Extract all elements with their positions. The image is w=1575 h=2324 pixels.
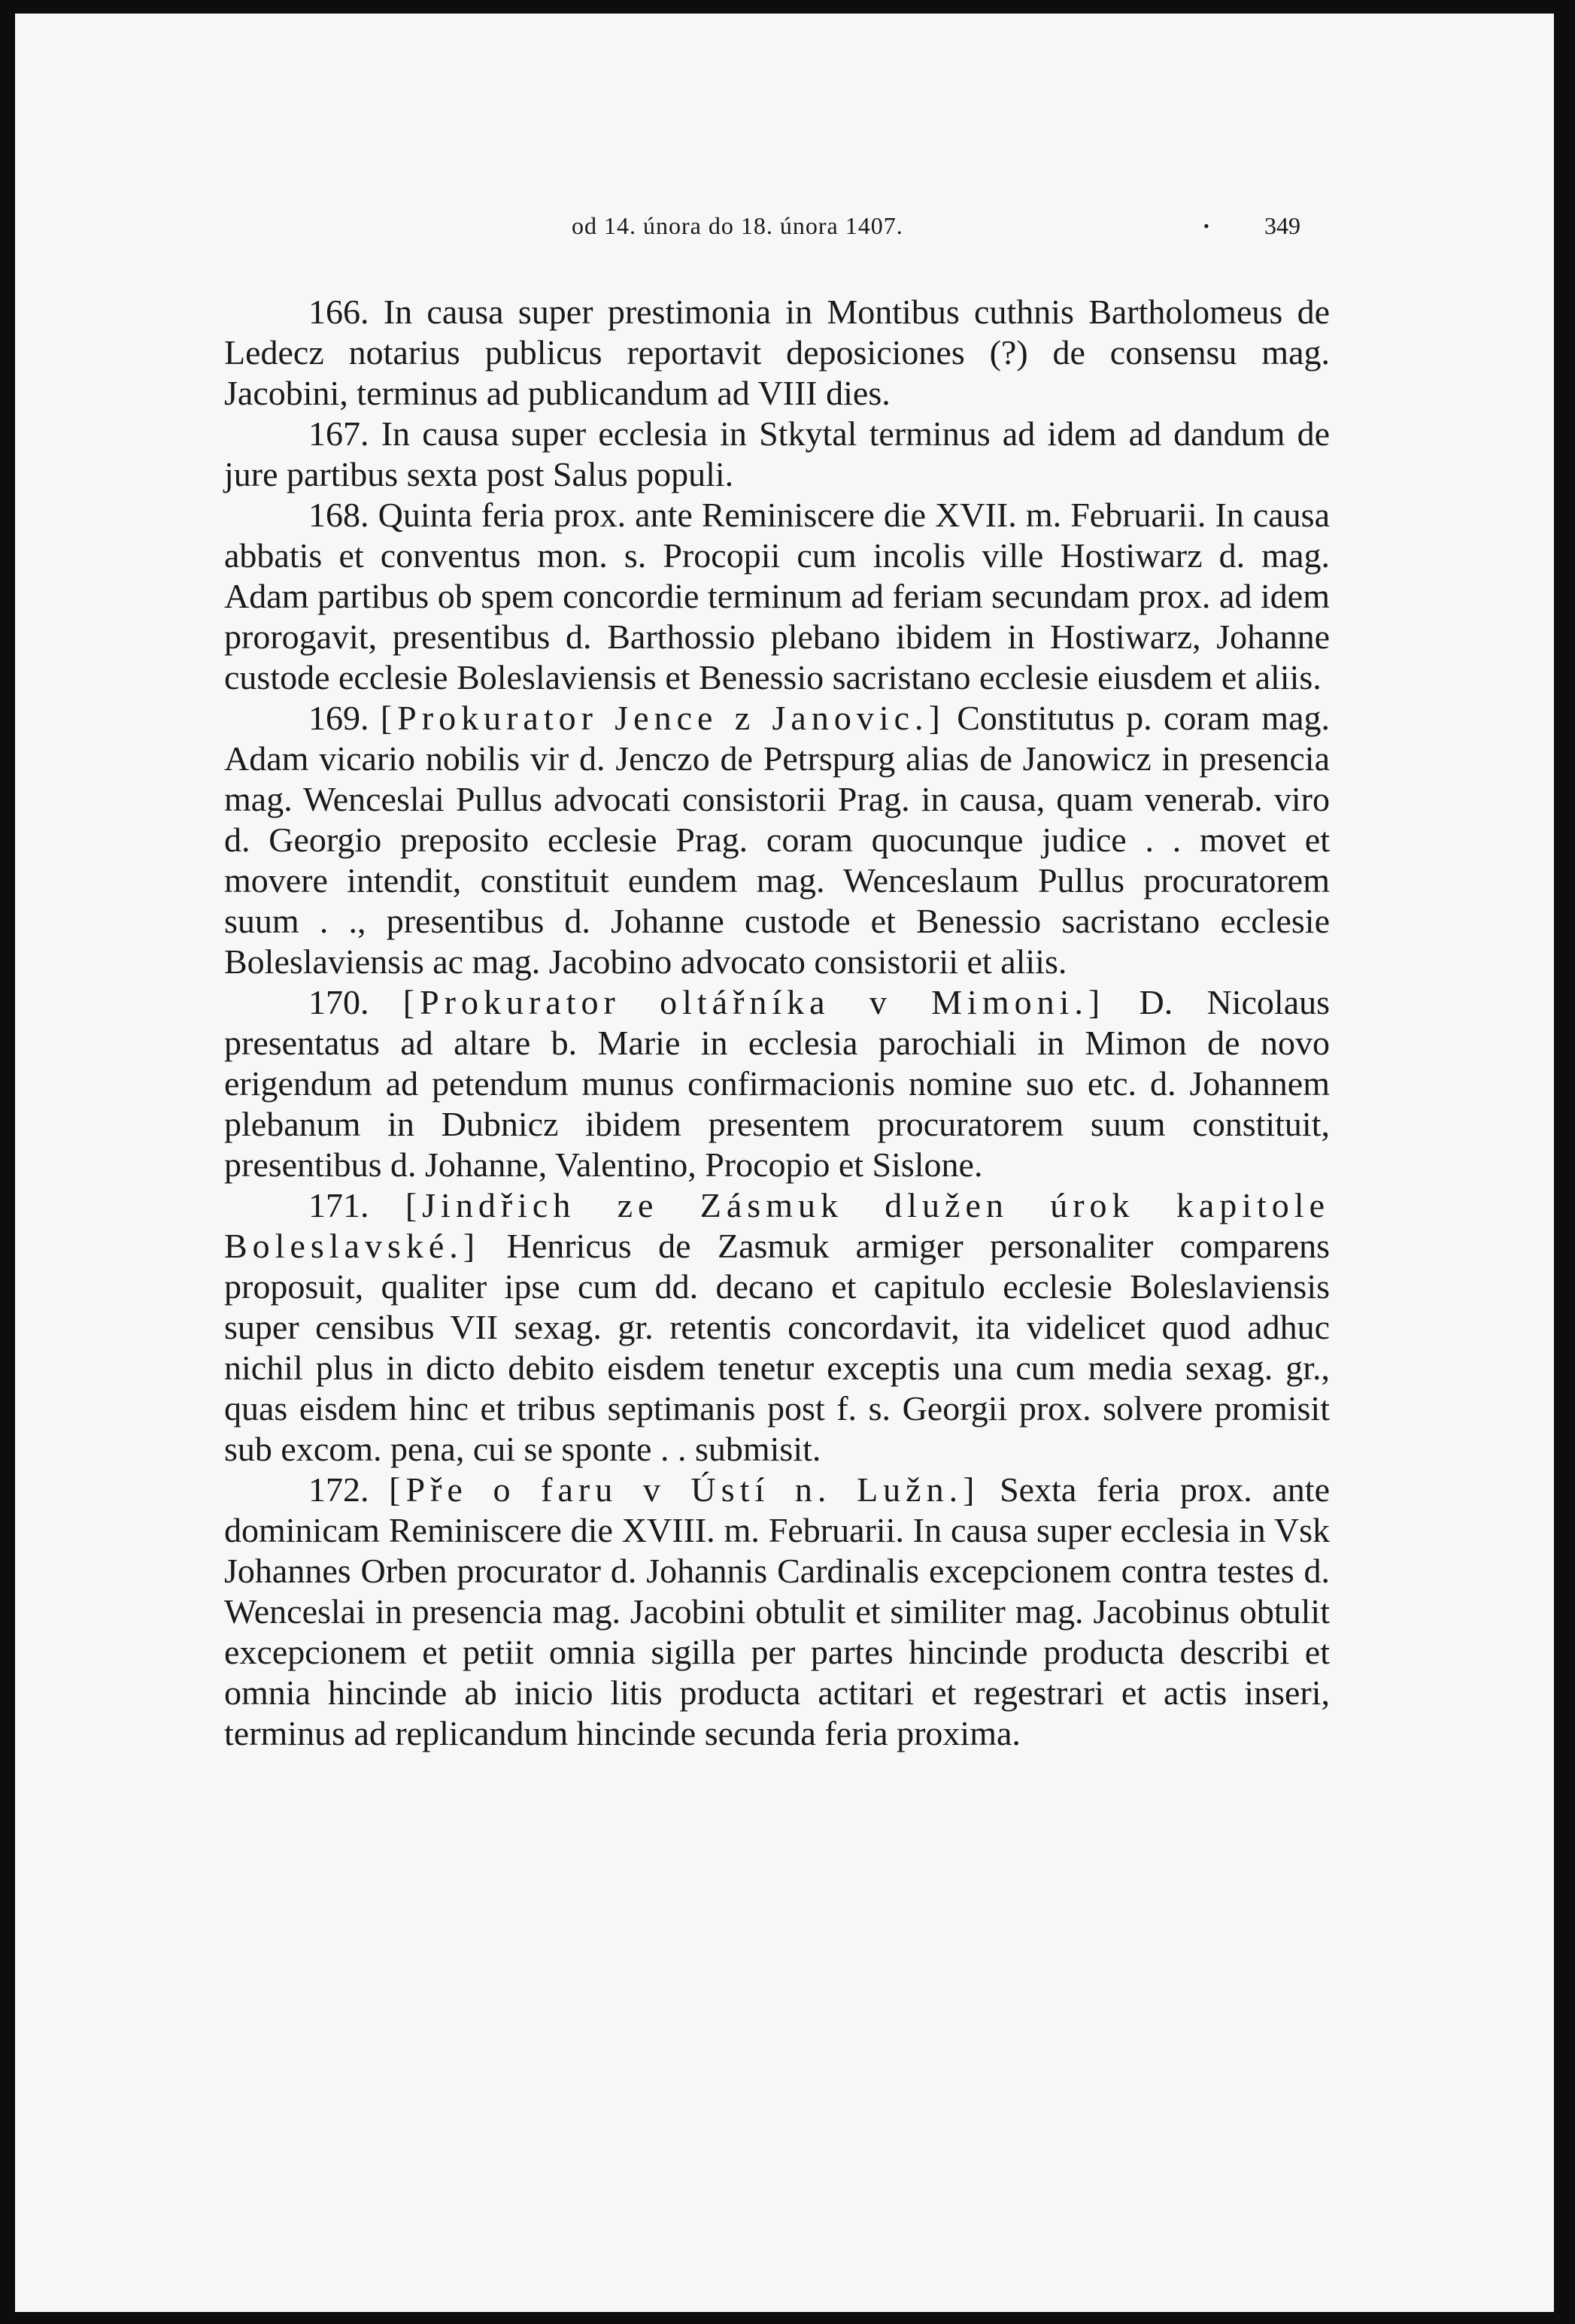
entry-text: D. Nicolaus presentatus ad altare b. Marie in ecclesia parochiali in Mimon de novo erigendum ad petendum munus confirmacionis nomine suo etc. d. Johannem plebanum in Dubnicz ibidem presentem procuratorem suum constituit, presentibus d. Johanne, Valentino, Procopio et Sislone. — [224, 983, 1331, 1184]
entry-number: 167. — [308, 414, 369, 453]
entry-text: In causa super ecclesia in Stkytal terminus ad idem ad dandum de jure partibus sexta post Salus populi. — [224, 414, 1331, 493]
entry-number: 172. — [308, 1470, 369, 1509]
entry-number: 168. — [308, 496, 369, 534]
entry-text: Henricus de Zasmuk armiger personaliter comparens proposuit, qualiter ipse cum dd. decano et capitulo ecclesie Boleslaviensis super censibus VII sexag. gr. retentis concordavit, ita videlicet quod adhuc nichil plus in dicto debito eisdem tenetur exceptis una cum media sexag. gr., quas eisdem hinc et tribus septimanis post f. s. Georgii prox. solvere promisit sub excom. pena, cui se sponte . . submisit. — [224, 1227, 1330, 1468]
scan-border-right — [1554, 0, 1575, 2324]
entry-title: [Prokurator oltářníka v Mimoni.] — [402, 983, 1106, 1021]
entry-title: [Jindřich ze Zásmuk dlužen úrok kapitole Boleslavské.] — [224, 1186, 1331, 1265]
entry-number: 166. — [308, 293, 369, 331]
entry-167 — [224, 414, 1330, 495]
entry-text: Sexta feria prox. ante dominicam Reminiscere die XVIII. m. Februarii. In causa super ecclesia in Vsk Johannes Orben procurator d. Johannis Cardinalis excepcionem contra testes d. Wenceslai in presencia mag. Jacobini obtulit et similiter mag. Jacobinus obtulit excepcionem et petiit omnia sigilla per partes hincinde producta describi et omnia hincinde ab inicio litis producta actitari et regestrari et actis inseri, terminus ad replicandum hincinde secunda feria proxima. — [224, 1470, 1330, 1752]
page — [15, 14, 1554, 2312]
entry-168 — [224, 495, 1330, 698]
scan-border-bottom — [0, 2312, 1575, 2324]
entry-number: 171. — [308, 1186, 369, 1224]
entry-169 — [224, 698, 1330, 982]
entry-text: Quinta feria prox. ante Reminiscere die XVII. m. Februarii. In causa abbatis et conventus mon. s. Procopii cum incolis ville Hostiwarz d. mag. Adam partibus ob spem concordie terminum ad feriam secundam prox. ad idem prorogavit, presentibus d. Barthossio plebano ibidem in Hostiwarz, Johanne custode ecclesie Boleslaviensis et Benessio sacristano ecclesie eiusdem et aliis. — [224, 496, 1331, 696]
running-title: od 14. února do 18. února 1407. — [572, 212, 903, 239]
speck-mark: • — [1203, 217, 1209, 235]
entry-text: In causa super prestimonia in Montibus cuthnis Bartholomeus de Ledecz notarius publicus reportavit deposiciones (?) de consensu mag. Jacobini, terminus ad publicandum ad VIII dies. — [224, 293, 1330, 412]
entry-166 — [224, 292, 1330, 414]
scan-border-top — [0, 0, 1575, 14]
entry-171 — [224, 1185, 1330, 1470]
entry-170 — [224, 982, 1330, 1185]
entry-text: Constitutus p. coram mag. Adam vicario nobilis vir d. Jenczo de Petrspurg alias de Janowicz in presencia mag. Wenceslai Pullus advocati consistorii Prag. in causa, quam venerab. viro d. Georgio preposito ecclesie Prag. coram quocunque judice . . movet et movere intendit, constituit eundem mag. Wenceslaum Pullus procuratorem suum . ., presentibus d. Johanne custode et Benessio sacristano ecclesie Boleslaviensis ac mag. Jacobino advocato consistorii et aliis. — [224, 699, 1330, 981]
scan-border-left — [0, 0, 15, 2324]
entry-number: 169. — [308, 699, 369, 737]
entry-172 — [224, 1470, 1330, 1754]
entry-title: [Prokurator Jence z Janovic.] — [380, 699, 945, 737]
entry-title: [Pře o faru v Ústí n. Lužn.] — [389, 1470, 980, 1509]
entry-number: 170. — [308, 983, 369, 1021]
page-number: 349 — [1264, 212, 1300, 239]
body-text — [224, 292, 1330, 1754]
